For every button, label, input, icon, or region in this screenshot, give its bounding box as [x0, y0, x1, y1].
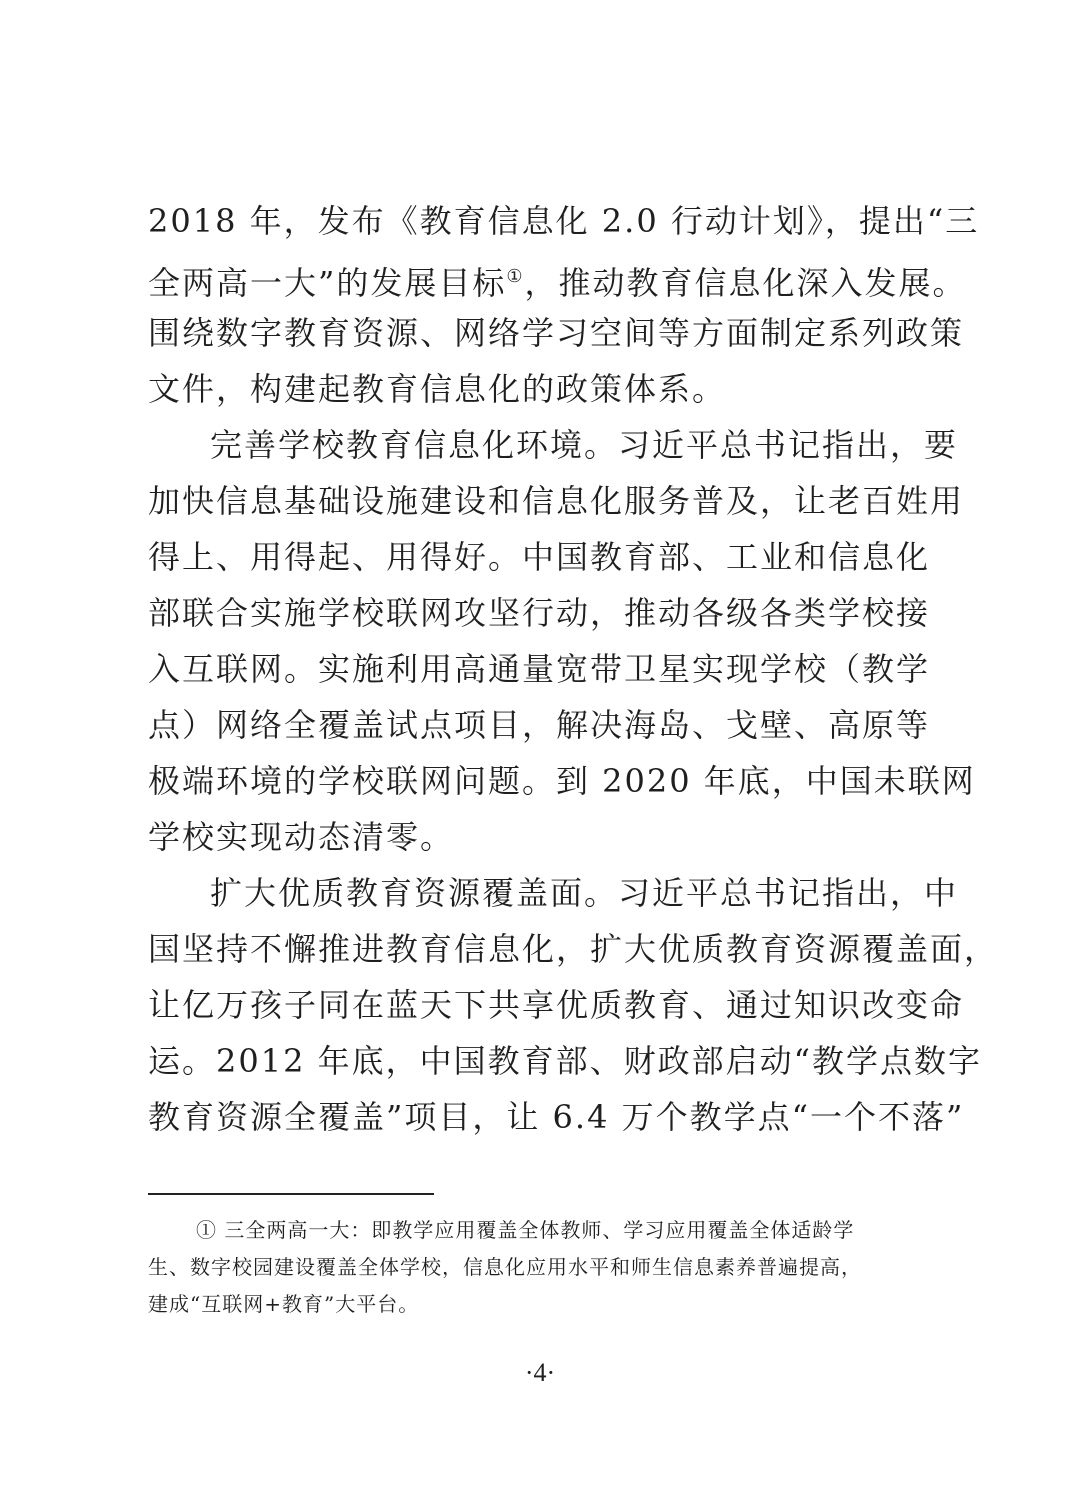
body-text-line: 教育资源全覆盖”项目，让 6.4 万个教学点“一个不落”	[148, 1098, 965, 1136]
body-text-line: 学校实现动态清零。	[148, 818, 455, 856]
body-text-segment: 全两高一大”的发展目标	[148, 264, 507, 302]
body-text-line: 加快信息基础设施建设和信息化服务普及，让老百姓用	[148, 482, 965, 520]
body-text-line: 运。2012 年底，中国教育部、财政部启动“教学点数字	[148, 1042, 982, 1080]
footnote-reference[interactable]: ①	[506, 266, 525, 287]
body-text-line: 部联合实施学校联网攻坚行动，推动各级各类学校接	[148, 594, 931, 632]
body-text-line: 入互联网。实施利用高通量宽带卫星实现学校（教学	[148, 650, 931, 688]
body-text-line	[148, 257, 967, 303]
body-text-line: 围绕数字教育资源、网络学习空间等方面制定系列政策	[148, 314, 965, 352]
body-text-segment: ，推动教育信息化深入发展。	[524, 264, 967, 302]
body-text-line: 国坚持不懈推进教育信息化，扩大优质教育资源覆盖面，	[148, 930, 999, 968]
body-text-line: 文件，构建起教育信息化的政策体系。	[148, 370, 727, 408]
paragraph-first-line: 完善学校教育信息化环境。习近平总书记指出，要	[210, 426, 959, 464]
body-text-line: 让亿万孩子同在蓝天下共享优质教育、通过知识改变命	[148, 986, 965, 1024]
footnote-line: 建成“互联网+教育”大平台。	[148, 1292, 420, 1316]
body-text-line: 点）网络全覆盖试点项目，解决海岛、戈壁、高原等	[148, 706, 931, 744]
page-number: ·4·	[524, 1358, 556, 1387]
body-text-line: 得上、用得起、用得好。中国教育部、工业和信息化	[148, 538, 931, 576]
footnote-line: ① 三全两高一大：即教学应用覆盖全体教师、学习应用覆盖全体适龄学	[196, 1218, 855, 1242]
footnote-line: 生、数字校园建设覆盖全体学校，信息化应用水平和师生信息素养普遍提高，	[148, 1255, 862, 1279]
body-text-line: 2018 年，发布《教育信息化 2.0 行动计划》，提出“三	[148, 202, 980, 240]
footnote-separator	[148, 1193, 434, 1195]
paragraph-first-line: 扩大优质教育资源覆盖面。习近平总书记指出，中	[210, 874, 959, 912]
body-text-line: 极端环境的学校联网问题。到 2020 年底，中国未联网	[148, 762, 976, 800]
